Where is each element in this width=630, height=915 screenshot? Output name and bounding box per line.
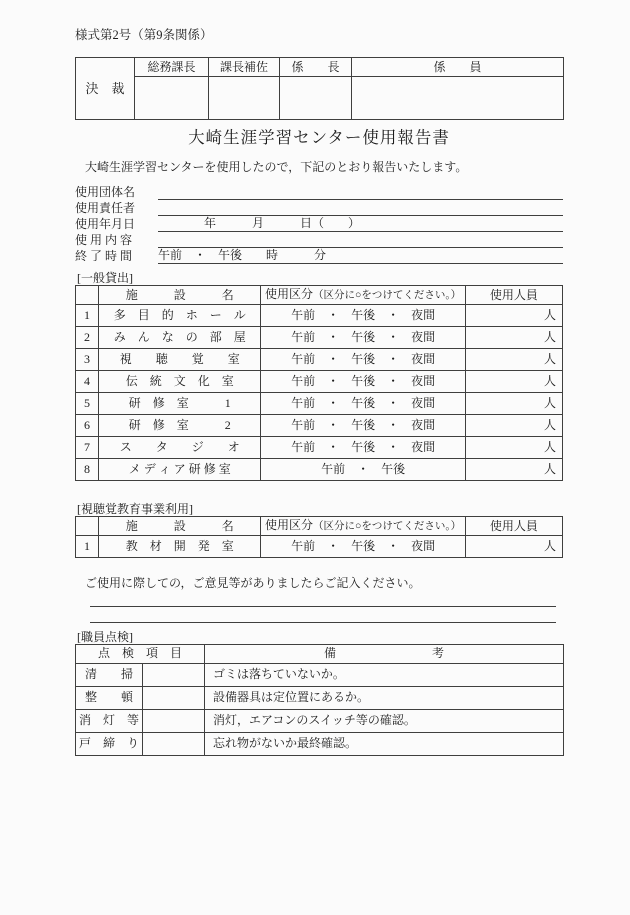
approval-label-cell: 決 裁 [76,58,135,120]
facility-name-cell: 教 材 開 発 室 [99,536,261,558]
section-label-av-education: [視聴覚教育事業利用] [77,502,193,517]
people-count-cell: 人 [465,437,562,459]
field-row-responsible-person [75,200,563,216]
field-label: 使用団体名 [75,185,136,200]
header-people-cell: 使用人員 [465,517,562,536]
inspection-row [76,732,564,755]
field-label: 使用年月日 [75,217,136,232]
field-row-use-detail [75,232,563,248]
form-number: 様式第2号（第9条関係） [75,28,213,42]
field-row-end-time [75,248,563,264]
facility-row [76,415,563,437]
row-number-cell: 4 [76,371,99,393]
header-no-cell [76,286,99,305]
inspection-remark-cell: ゴミは落ちていないか。 [205,663,564,686]
people-count-cell: 人 [465,305,562,327]
header-fields [75,184,563,264]
facility-row [76,371,563,393]
section-label-general-rental: [一般貸出] [77,271,133,286]
approval-col-section-head: 係 長 [280,58,352,77]
inspection-check-cell [143,732,205,755]
facility-name-cell: 伝 統 文 化 室 [99,371,261,393]
responsible-person-input-line [158,199,563,216]
facility-name-cell: 視 聴 覚 室 [99,349,261,371]
row-number-cell: 2 [76,327,99,349]
approval-stamp-cell [280,77,352,120]
approval-stamp-cell [352,77,564,120]
header-facility-name-cell: 施 設 名 [99,286,261,305]
row-number-cell: 5 [76,393,99,415]
inspection-remark-cell: 設備器具は定位置にあるか。 [205,686,564,709]
header-people-cell: 使用人員 [465,286,562,305]
header-no-cell [76,517,99,536]
usage-division-cell: 午前 ・ 午後 ・ 夜間 [261,305,465,327]
inspection-item-cell: 消 灯 等 [76,709,143,732]
header-facility-name-cell: 施 設 名 [99,517,261,536]
use-detail-input-line [158,231,563,248]
general-rental-table [75,285,563,481]
av-education-table [75,516,563,558]
header-inspection-item-cell: 点 検 項 目 [76,644,205,663]
people-count-cell: 人 [465,459,562,481]
comment-input-line [90,591,556,607]
inspection-row [76,709,564,732]
facility-name-cell: み ん な の 部 屋 [99,327,261,349]
field-label: 使 用 内 容 [75,233,133,248]
table-header-row [76,644,564,663]
usage-division-cell: 午前 ・ 午後 ・ 夜間 [261,393,465,415]
approval-col-assistant-chief: 課長補佐 [209,58,280,77]
field-label: 使用責任者 [75,201,136,216]
staff-inspection-table [75,644,564,756]
facility-row [76,305,563,327]
usage-division-cell: 午前 ・ 午後 ・ 夜間 [261,437,465,459]
table-header-row [76,517,563,536]
comment-input-line [90,607,556,623]
people-count-cell: 人 [465,371,562,393]
document-page [75,0,563,756]
approval-col-general-affairs-chief: 総務課長 [135,58,209,77]
row-number-cell: 1 [76,536,99,558]
approval-col-staff: 係 員 [352,58,564,77]
table-header-row [76,286,563,305]
inspection-check-cell [143,663,205,686]
usage-division-cell: 午前 ・ 午後 ・ 夜間 [261,415,465,437]
usage-division-cell: 午前 ・ 午後 ・ 夜間 [261,349,465,371]
row-number-cell: 7 [76,437,99,459]
approval-table [75,57,564,120]
field-row-use-date [75,216,563,232]
people-count-cell: 人 [465,327,562,349]
field-row-group-name [75,184,563,200]
inspection-item-cell: 戸 締 り [76,732,143,755]
inspection-check-cell [143,709,205,732]
usage-division-cell: 午前 ・ 午後 ・ 夜間 [261,536,465,558]
facility-row [76,536,563,558]
facility-row [76,327,563,349]
comment-prompt: ご使用に際しての，ご意見等がありましたらご記入ください。 [85,576,421,591]
header-remark-cell: 備 考 [205,644,564,663]
facility-row [76,393,563,415]
facility-name-cell: メ デ ィ ア 研 修 室 [99,459,261,481]
people-count-cell: 人 [465,349,562,371]
approval-stamp-cell [209,77,280,120]
facility-row [76,349,563,371]
inspection-remark-cell: 忘れ物がないか最終確認。 [205,732,564,755]
facility-name-cell: 研 修 室 2 [99,415,261,437]
page-title: 大崎生涯学習センター使用報告書 [188,128,450,147]
inspection-item-cell: 整 頓 [76,686,143,709]
end-time-input-line: 午前 ・ 午後 時 分 [158,247,563,264]
facility-row [76,459,563,481]
people-count-cell: 人 [465,536,562,558]
inspection-check-cell [143,686,205,709]
facility-row [76,437,563,459]
intro-text: 大崎生涯学習センターを使用したので，下記のとおり報告いたします。 [85,159,468,174]
field-label: 終 了 時 間 [75,249,133,264]
section-label-staff-inspection: [職員点検] [77,629,133,644]
usage-division-note: （区分に○をつけてください。） [313,290,462,302]
row-number-cell: 3 [76,349,99,371]
row-number-cell: 6 [76,415,99,437]
use-date-input-line: 年 月 日（ ） [158,215,563,232]
row-number-cell: 8 [76,459,99,481]
header-usage-division-cell: 使用区分（区分に○をつけてください。） [261,517,465,536]
inspection-remark-cell: 消灯，エアコンのスイッチ等の確認。 [205,709,564,732]
approval-stamp-cell [135,77,209,120]
usage-division-note: （区分に○をつけてください。） [313,521,462,533]
group-name-input-line [158,183,563,200]
row-number-cell: 1 [76,305,99,327]
usage-division-cell: 午前 ・ 午後 [261,459,465,481]
usage-division-cell: 午前 ・ 午後 ・ 夜間 [261,371,465,393]
people-count-cell: 人 [465,415,562,437]
people-count-cell: 人 [465,393,562,415]
facility-name-cell: ス タ ジ オ [99,437,261,459]
inspection-row [76,686,564,709]
header-usage-division-cell: 使用区分（区分に○をつけてください。） [261,286,465,305]
inspection-row [76,663,564,686]
facility-name-cell: 多 目 的 ホ ー ル [99,305,261,327]
usage-division-cell: 午前 ・ 午後 ・ 夜間 [261,327,465,349]
facility-name-cell: 研 修 室 1 [99,393,261,415]
inspection-item-cell: 清 掃 [76,663,143,686]
